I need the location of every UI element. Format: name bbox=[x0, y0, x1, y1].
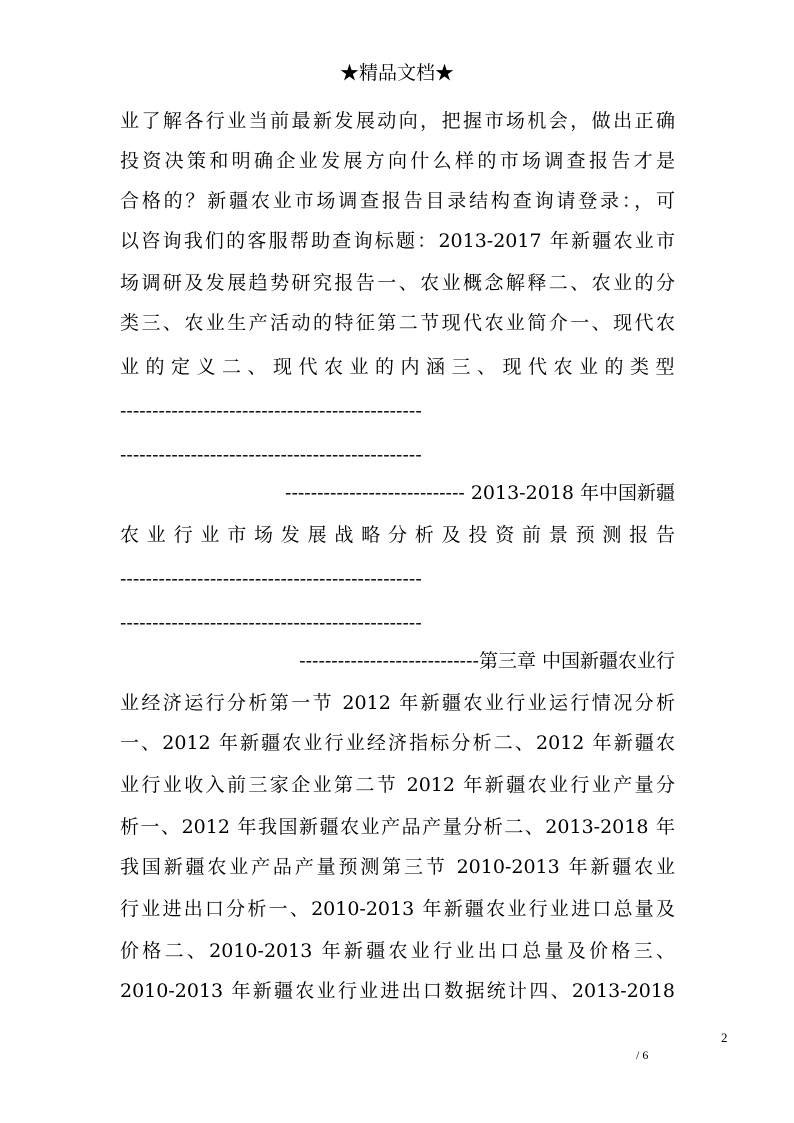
dash-separator: ----------------------------------------------- bbox=[120, 400, 422, 422]
page-header-title: ★精品文档★ bbox=[339, 62, 454, 84]
dash-separator: ----------------------------------------------- bbox=[120, 444, 422, 466]
body-line: 业的定义二、现代农业的内涵三、现代农业的类型 bbox=[120, 356, 675, 378]
body-line: 业了解各行业当前最新发展动向，把握市场机会，做出正确 bbox=[120, 110, 675, 132]
body-line: 以咨询我们的客服帮助查询标题：2013-2017 年新疆农业市 bbox=[120, 230, 675, 252]
page-number: 2 bbox=[721, 1030, 728, 1045]
body-line: 析一、2012 年我国新疆农业产品产量分析二、2013-2018 年 bbox=[120, 816, 675, 838]
body-line: 一、2012 年新疆农业行业经济指标分析二、2012 年新疆农 bbox=[120, 732, 675, 754]
body-line: 合格的？新疆农业市场调查报告目录结构查询请登录：，可 bbox=[120, 190, 675, 212]
body-line: 业经济运行分析第一节 2012 年新疆农业行业运行情况分析 bbox=[120, 692, 675, 714]
page-total: / 6 bbox=[636, 1048, 649, 1062]
body-line: 我国新疆农业产品产量预测第三节 2010-2013 年新疆农业 bbox=[120, 856, 675, 878]
dash-separator: ----------------------------------------------- bbox=[120, 568, 422, 590]
body-line: 业行业收入前三家企业第二节 2012 年新疆农业行业产量分 bbox=[120, 774, 675, 796]
body-line: 价格二、2010-2013 年新疆农业行业出口总量及价格三、 bbox=[120, 940, 675, 962]
body-line: 类三、农业生产活动的特征第二节现代农业简介一、现代农 bbox=[120, 312, 675, 334]
body-line: ----------------------------第三章 中国新疆农业行 bbox=[299, 650, 675, 672]
body-line: 农业行业市场发展战略分析及投资前景预测报告 bbox=[120, 524, 675, 546]
dash-separator: ----------------------------------------------- bbox=[120, 612, 422, 634]
body-line: 场调研及发展趋势研究报告一、农业概念解释二、农业的分 bbox=[120, 272, 675, 294]
body-line: 行业进出口分析一、2010-2013 年新疆农业行业进口总量及 bbox=[120, 898, 675, 920]
body-line: 投资决策和明确企业发展方向什么样的市场调查报告才是 bbox=[120, 150, 675, 172]
body-line: 2010-2013 年新疆农业行业进出口数据统计四、2013-2018 bbox=[120, 980, 675, 1002]
body-line: ---------------------------- 2013-2018 年中国新疆 bbox=[285, 482, 675, 504]
